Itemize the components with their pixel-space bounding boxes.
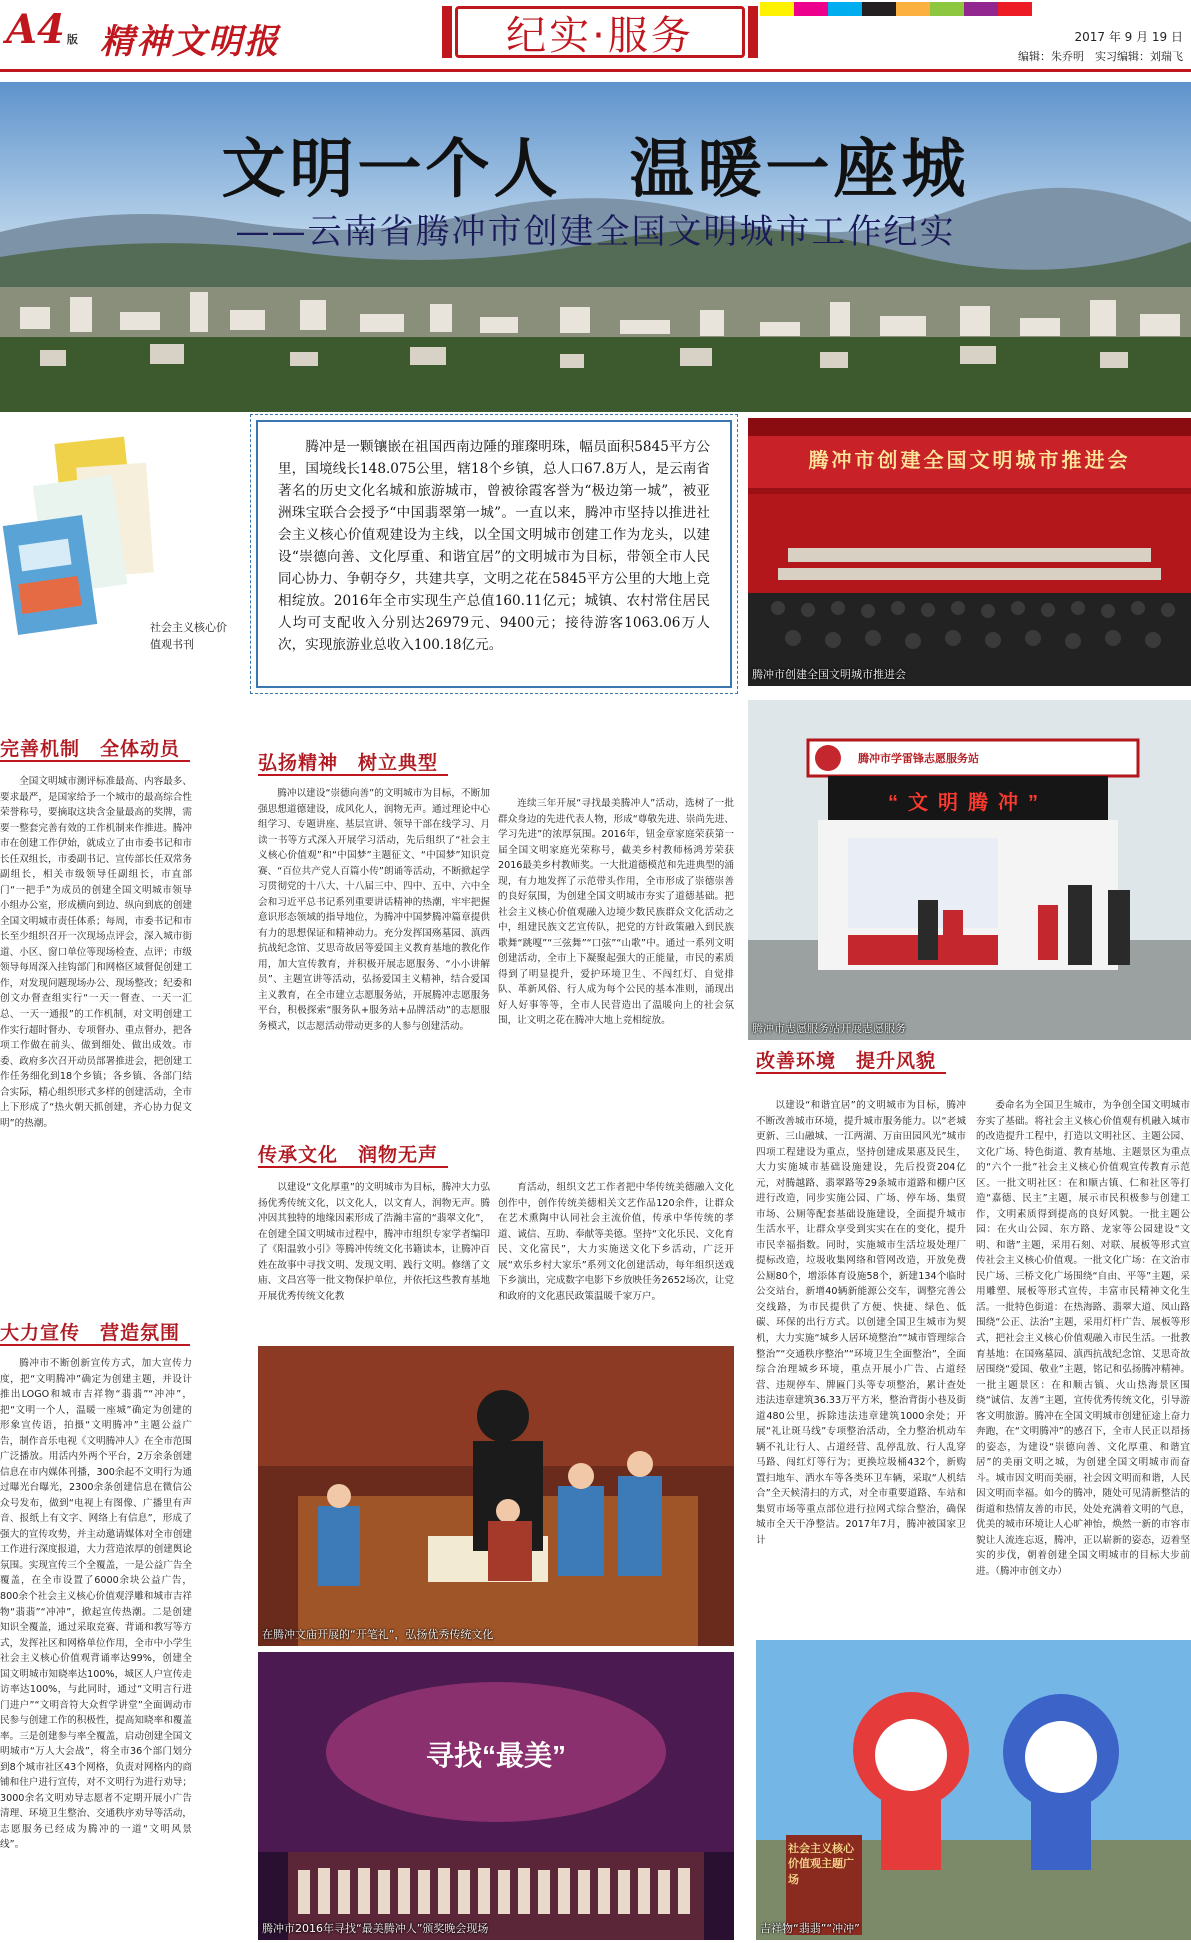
section-heading-mechanism: 完善机制 全体动员	[0, 738, 181, 760]
intro-paragraph: 腾冲是一颗镶嵌在祖国西南边陲的璀璨明珠，幅员面积5845平方公里，国境线长148.075公里，辖18个乡镇，总人口67.8万人，是云南省著名的历史文化名城和旅游城市，曾被徐霞客誉为“极边第一城”，被亚洲珠宝联合会授予“中国翡翠第一城”。一直以来，腾冲市坚持以推进社会主义核心价值观建设为主线，以全国文明城市创建工作为龙头，以建设“崇德向善、文化厚重、和谐宜居”的文明城市为目标，带领全市人民同心协力、争朝夺夕，共建共享，文明之花在5845平方公里的大地上竞相绽放。2016年全市实现生产总值160.11亿元；城镇、农村常住居民人均可支配收入分别达26979元、9400元；接待游客1063.06万人次，实现旅游业总收入100.18亿元。	[256, 420, 732, 688]
award-ceremony-photo	[258, 1652, 734, 1940]
calligraphy-caption: 在腾冲文庙开展的“开笔礼”，弘扬优秀传统文化	[262, 1628, 494, 1641]
paragraph: 育活动，组织文艺工作者把中华传统美德融入文化创作中，创作传统美德相关文艺作品120余件，让群众在艺术熏陶中认同社会主流价值，传承中华传统的孝道、诚信、互助、奉献等美德。坚持“文化乐民、文化育民、文化富民”，大力实施送文化下乡活动，广泛开展“欢乐乡村大家乐”系列文化创建活动，每年组织送戏下乡演出，完成数字电影下乡放映任务2652场次，让党和政府的文化惠民政策温暖千家万户。	[498, 1182, 734, 1302]
mascots-photo	[756, 1640, 1191, 1940]
stage-caption: 腾冲市2016年寻找“最美腾冲人”颁奖晚会现场	[262, 1922, 489, 1935]
heading-underline	[756, 1072, 946, 1074]
section-heading-culture: 传承文化 润物无声	[258, 1144, 439, 1166]
issue-date: 2017 年 9 月 19 日	[1074, 30, 1183, 44]
meeting-banner: 腾冲市创建全国文明城市推进会	[808, 450, 1131, 472]
kiosk-led-display: “文明腾冲”	[888, 792, 1048, 814]
section-title: 纪实·服务	[455, 6, 745, 58]
page-number	[6, 6, 78, 53]
page-number-text: A4	[6, 6, 65, 53]
paragraph: 委命名为全国卫生城市，为争创全国文明城市夯实了基础。将社会主义核心价值观有机融入城市的改造提升工程中，打造以文明社区、主题公园、文化广场、特色街道、教育基地、主题景区为重点的“六个一批”社会主义核心价值观宣传教育示范区。一批文明社区：在和顺古镇、仁和社区等打造“嘉德、民主”主题，展示市民积极参与创建工作，文明素质得到提高的良好风貌。一批主题公园：在火山公园、东方路、龙家等公园建设“文明、和谐”主题，采用石刻、对联、展板等形式宣传社会主义核心价值观。一批文化广场：在文治市民广场、三桥文化广场围绕“自由、平等”主题，采用雕塑、展板等形式宣传，丰富市民精神文化生活。一批特色街道：在热海路、翡翠大道、凤山路围绕“公正、法治”主题，采用灯杆广告、展板等形式，把社会主义核心价值观融入市民生活。一批教育基地：在国殇墓园、滇西抗战纪念馆、艾思奇故居围绕“爱国、敬业”主题，铭记和弘扬腾冲精神。一批主题景区：在和顺古镇、火山热海景区围绕“诚信、友善”主题，宣传优秀传统文化，引导游客文明旅游。腾冲在全国文明城市创建征途上奋力奔跑，在“文明腾冲”的感召下，全市人民正以昂扬的姿态，为建设“崇德向善、文化厚重、和谐宜居”的美丽文明之城，为创建全国文明城市而奋斗。城市因文明而美丽，社会因文明而和谐，人民因文明而幸福。如今的腾冲，随处可见清新整洁的街道和热情友善的市民，处处充满着文明的气息，优美的城市环境让人心旷神怡，焕然一新的市容市貌让人流连忘返，腾冲，正以崭新的姿态，迈着坚实的步伐，朝着创建全国文明城市的目标大步前进。（腾冲市创文办）	[976, 1100, 1190, 1577]
stage-screen-text: 寻找“最美”	[425, 1740, 566, 1771]
volunteer-kiosk-photo	[748, 700, 1191, 1040]
paragraph: 腾冲以建设“崇德向善”的文明城市为目标，不断加强思想道德建设，成风化人，润物无声。通过理论中心组学习、专题讲座、基层宣讲、领导干部在线学习、月读一书等方式深入开展学习活动，先后组织了“社会主义核心价值观”和“中国梦”主题征文、“中国梦”知识竞赛、“百位共产党人百篇小传”朗诵等活动，不断掀起学习贯彻党的十八大、十八届三中、四中、五中、六中全会和习近平总书记系列重要讲话精神的热潮，牢牢把握意识形态领域的指导地位，为腾冲中国梦腾冲篇章提供有力的思想保证和精神动力。充分发挥国殇墓园、滇西抗战纪念馆、艾思奇故居等爱国主义教育基地的教化作用，加大宣传教育，并积极开展志愿服务、“小小讲解员”、主题宣讲等活动，弘扬爱国主义精神，结合爱国主义教育，在全市建立志愿服务站，开展腾冲志愿服务平台，积极探索“服务队+服务站+品牌活动”的志愿服务模式，以志愿活动带动更多的人参与创建活动。	[258, 788, 490, 1032]
books-photo	[0, 430, 160, 640]
kiosk-caption: 腾冲市志愿服务站开展志愿服务	[752, 1022, 906, 1035]
heading-underline	[258, 1166, 448, 1168]
mascot-square-sign: 社会主义核心价值观主题广场	[788, 1843, 854, 1886]
paragraph: 以建设“和谐宜居”的文明城市为目标，腾冲不断改善城市环境，提升城市服务能力。以“老城更新、三山融城、一江两湖、万亩田园风光”城市四项工程建设为重点，坚持创建成果惠及民生，大力实施城市基础设施建设，先后投资204亿元，对腾越路、翡翠路等29条城市道路和棚户区进行改造，同步实施公园、广场、停车场、集贸市场、公厕等配套基础设施建设，全面提升城市生活水平，让群众享受到实实在在的变化，提升市民幸福指数。同时，实施城市生活垃圾处理厂提标改造，垃圾收集网络和管网改造，开放免费公厕80个，增添体育设施58个，新建134个临时公交站台，新增40辆新能源公交车，调整完善公交线路，为市民提供了方便、快捷、绿色、低碳、环保的出行方式。以创建全国卫生城市为契机，大力实施“城乡人居环境整治”“城市管理综合整治”“交通秩序整治”“环境卫生全面整治”，全面综合治理城乡环境，重点开展小广告、占道经营、违规停车、牌匾门头等专项整治，累计查处违法违章建筑36.33万平方米，整治背街小巷及街道480公里，拆除违法违章建筑1000余处；开展“礼让斑马线”专项整治活动，全力整治机动车辆不礼让行人、占道经营、乱停乱放、行人乱穿马路、闯红灯等行为；更换垃圾桶432个，新购置扫地车、洒水车等各类环卫车辆，采取“人机结合”全天候清扫的方式，对全市重要道路、车站和集贸市场等重点部位进行拉网式综合整治，确保城市全天干净整洁。2017年7月，腾冲被国家卫计	[756, 1100, 966, 1546]
section-body-environment-b	[976, 1098, 1190, 1618]
heading-underline	[0, 760, 190, 762]
section-body-spirit-b	[498, 796, 734, 1124]
paragraph: 腾冲市不断创新宣传方式，加大宣传力度，把“文明腾冲”确定为创建主题，并设计推出LOGO和城市吉祥物“翡翡”“冲冲”，把“文明一个人，温暖一座城”确定为创建的形象宣传语，拍摄“文明腾冲”主题公益广告，制作音乐电视《文明腾冲人》在全市范围广泛播放。用活内外两个平台，2万余条创建信息在市内媒体刊播，300余起不文明行为通过曝光台曝光，2300余条创建信息在微信公众号发布，做到“电视上有图像、广播里有声音、报纸上有文字、网络上有信息”，形成了强大的宣传攻势，并主动邀请媒体对全市创建工作进行深度报道，大力营造浓厚的创建舆论氛围。实现宣传三个全覆盖，一是公益广告全覆盖，在全市设置了6000余块公益广告，800余个社会主义核心价值观浮雕和城市吉祥物“翡翡”“冲冲”，掀起宣传热潮。二是创建知识全覆盖，通过采取竞赛、背诵和教写等方式，发挥社区和网格单位作用，全市中小学生社会主义核心价值观背诵率达99%，创建全国文明城市知晓率达100%，城区人户宣传走访率达100%，与此同时，通过“文明言行进门进户”“文明音符大众哲学讲堂”全面调动市民参与创建工作的积极性，提高知晓率和覆盖率。三是创建参与率全覆盖，启动创建全国文明城市“万人大会战”，将全市36个部门划分到8个城市社区43个网格，负责对网格内的商铺和住户进行宣传，对不文明行为进行劝导；3000余名文明劝导志愿者不定期开展小广告清理、环境卫生整治、交通秩序劝导等活动，志愿服务已经成为腾冲的一道“文明风景线”。	[0, 1358, 192, 1851]
editor-credits: 编辑：朱乔明 实习编辑：刘瑞飞	[1018, 50, 1183, 63]
calligraphy-ceremony-photo	[258, 1346, 734, 1646]
paragraph: 全国文明城市测评标准最高、内容最多、要求最严，是国家给予一个城市的最高综合性荣誉称号，要摘取这块含金量最高的奖牌，需要一整套完善有效的工作机制来作推进。腾冲市在创建工作伊始，就成立了由市委书记和市长任双组长，市委副书记、宣传部长任双常务副组长，相关市级领导任副组长，市直部门“一把手”为成员的创建全国文明城市领导小组办公室，形成横向到边、纵向到底的创建全国文明城市责任体系；每周，市委书记和市长至少组织召开一次现场点评会，深入城市街道、小区、窗口单位等现场检查、点评；市级领导每周深入挂钩部门和网格区域督促创建工作，对发现问题现场办公、现场整改；纪委和创文办督查组实行“一天一督查、一天一汇总、一天一通报”的工作机制，对文明创建工作实行超时督办、专项督办、重点督办，把各项工作做在前头、做到细处、做出成效。市委、政府多次召开动员部署推进会，把创建工作任务细化到18个乡镇；各乡镇、各部门结合实际，精心组织形式多样的创建活动，全市上下形成了“热火朝天抓创建，齐心协力促文明”的热潮。	[0, 776, 192, 1129]
paragraph: 连续三年开展“寻找最美腾冲人”活动，选树了一批群众身边的先进代表人物，形成“尊敬先进、崇尚先进、学习先进”的浓厚氛围。2016年，钮金章家庭荣获第一届全国文明家庭光荣称号，截美乡村教师杨鸿芳荣获2016最美乡村教师奖。一大批道德模范和先进典型的涌现，有力地发挥了示范带头作用，全市形成了崇德崇善的良好氛围，为创建全国文明城市夯实了道德基础。把社会主义核心价值观融入边境少数民族群众文化活动之中，组建民族文艺宣传队，把党的方针政策融入到民族歌舞“跳嘎”“三弦舞”“口弦”“山歌”中。通过一系列文明创建活动，全市上下凝聚起强大的正能量，市民的素质得到了明显提升，爱护环境卫生、不闯红灯、自觉排队、革新风俗、行人成为每个公民的基本准则，涌现出好人好事等等，全市人民营造出了温暖向上的社会氛围，让文明之花在腾冲大地上竞相绽放。	[498, 798, 734, 1027]
section-heading-publicity: 大力宣传 营造氛围	[0, 1322, 181, 1344]
books-caption: 社会主义核心价值观书刊	[150, 621, 227, 651]
section-heading-environment: 改善环境 提升风貌	[756, 1050, 937, 1072]
section-body-culture-b	[498, 1180, 734, 1336]
section-body-mechanism	[0, 774, 192, 1300]
heading-underline	[258, 774, 448, 776]
color-registration-marks	[760, 2, 1032, 16]
mascots-caption: 吉祥物“翡翡”“冲冲”	[760, 1922, 860, 1935]
page-number-suffix: 版	[66, 33, 78, 46]
section-heading-spirit: 弘扬精神 树立典型	[258, 752, 439, 774]
section-body-culture-a	[258, 1180, 490, 1336]
section-body-spirit-a	[258, 786, 490, 1124]
heading-underline	[0, 1344, 190, 1346]
newspaper-name: 精神文明报	[100, 22, 280, 62]
article-title: 文明一个人 温暖一座城	[221, 132, 970, 207]
article-subtitle: ——云南省腾冲市创建全国文明城市工作纪实	[235, 212, 956, 252]
paragraph: 以建设“文化厚重”的文明城市为目标，腾冲大力弘扬优秀传统文化，以文化人，以文育人，润物无声。腾冲因其独特的地缘因素形成了浩瀚丰富的“翡翠文化”，在创建全国文明城市过程中，腾冲市组织专家学者编印了《阳温敦小引》等腾冲传统文化书籍读本，让腾冲百姓在故事中寻找文明、发现文明、践行文明。修缮了文庙、文昌宫等一批文物保护单位，并依托这些教育基地开展优秀传统文化教	[258, 1182, 490, 1302]
kiosk-sign: 腾冲市学雷锋志愿服务站	[858, 753, 979, 765]
meeting-photo	[748, 418, 1191, 686]
section-body-environment-a	[756, 1098, 966, 1618]
section-body-publicity	[0, 1356, 192, 1938]
meeting-caption: 腾冲市创建全国文明城市推进会	[752, 668, 906, 681]
